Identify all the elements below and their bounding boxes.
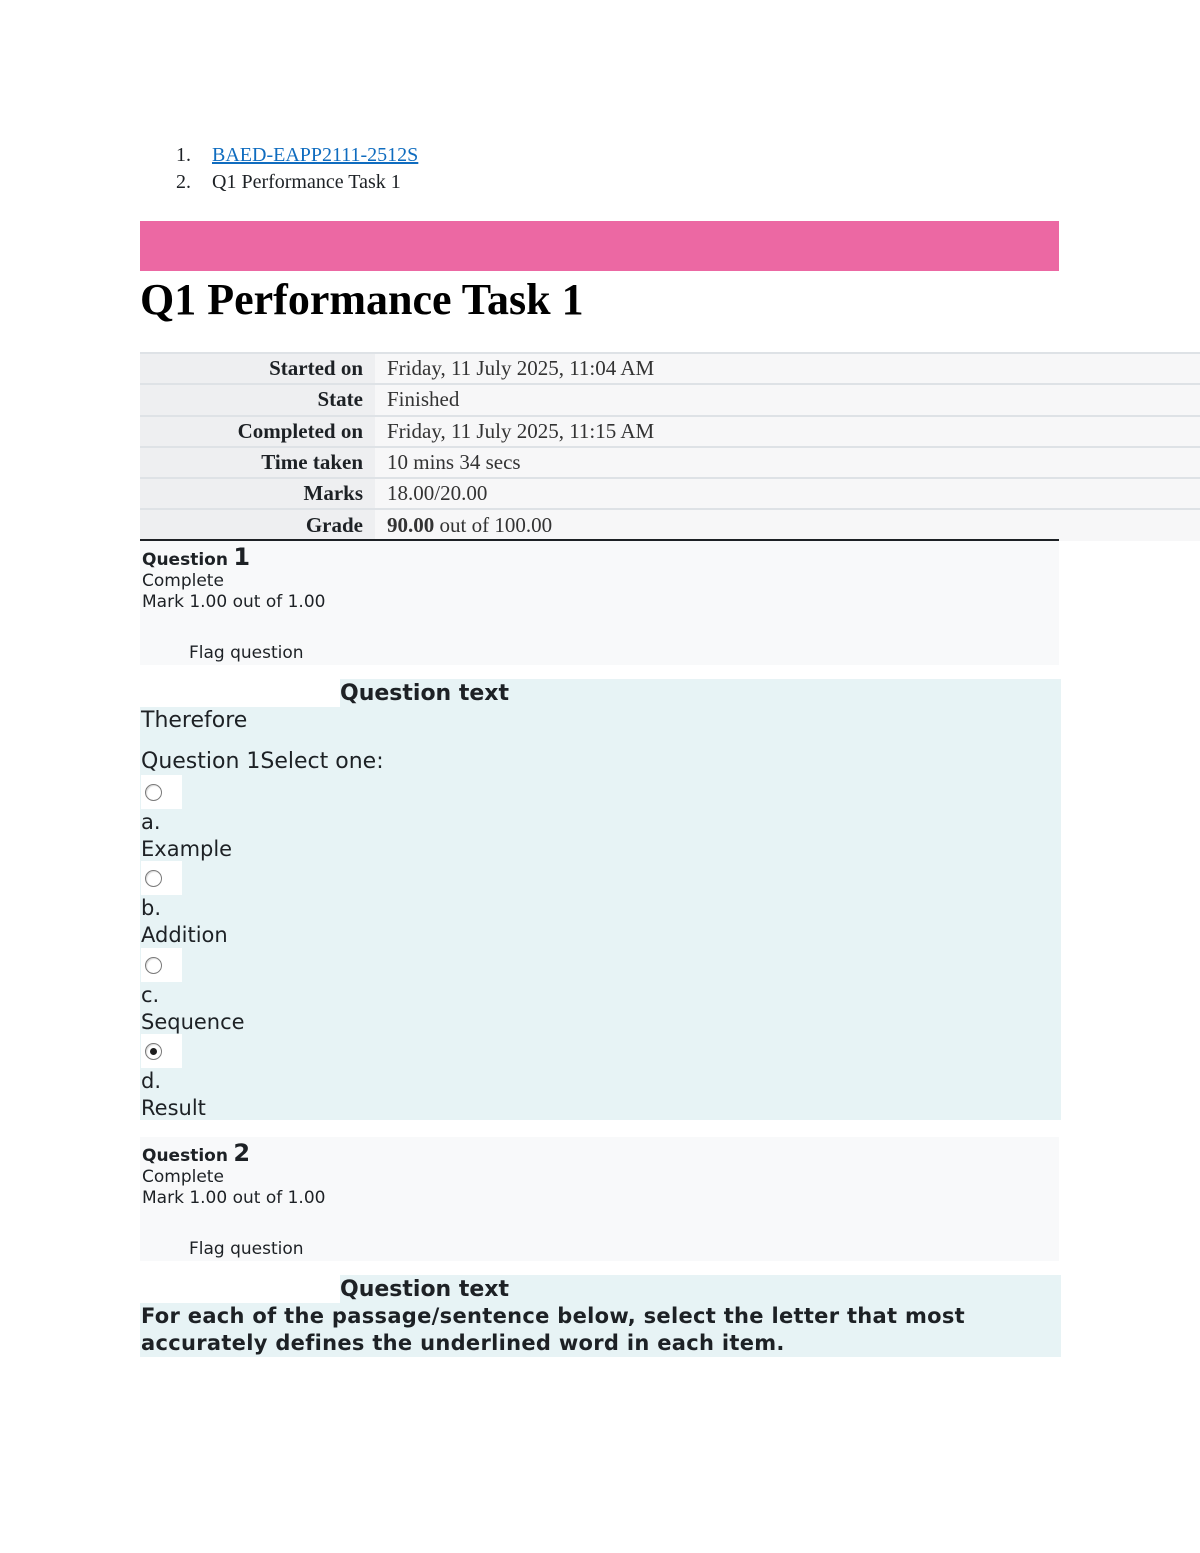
answer-option-d[interactable] bbox=[141, 1034, 441, 1121]
radio-box bbox=[141, 775, 182, 809]
radio-box bbox=[141, 1034, 182, 1068]
summary-row-completed bbox=[140, 416, 1200, 447]
question-2-info bbox=[140, 1137, 1059, 1261]
summary-label: Marks bbox=[140, 478, 375, 509]
summary-row-state bbox=[140, 384, 1200, 415]
breadcrumb-course-link[interactable]: BAED-EAPP2111-2512S bbox=[212, 144, 419, 166]
answer-option-c[interactable] bbox=[141, 948, 441, 1035]
summary-grade-value bbox=[375, 509, 1200, 540]
question-text: Therefore bbox=[141, 708, 248, 733]
heading-spacer bbox=[140, 679, 340, 707]
radio-box bbox=[141, 861, 182, 895]
summary-value: Finished bbox=[375, 384, 1200, 415]
radio-button-selected[interactable] bbox=[145, 1043, 162, 1060]
summary-label: Grade bbox=[140, 509, 375, 540]
breadcrumb bbox=[176, 142, 418, 196]
question-grade: Mark 1.00 out of 1.00 bbox=[142, 592, 326, 612]
breadcrumb-item-quiz bbox=[176, 169, 418, 196]
grade-score: 90.00 bbox=[387, 513, 435, 538]
answer-option-a[interactable] bbox=[141, 775, 441, 862]
flag-question-button[interactable]: Flag question bbox=[189, 643, 304, 663]
question-word: Question bbox=[142, 550, 228, 570]
question-text: For each of the passage/sentence below, select the letter that most accurately defines the underlined word in each item. bbox=[141, 1304, 966, 1355]
summary-label: Completed on bbox=[140, 416, 375, 447]
flag-question-button[interactable]: Flag question bbox=[189, 1239, 304, 1259]
question-2-content bbox=[140, 1275, 1061, 1357]
summary-value: 18.00/20.00 bbox=[375, 478, 1200, 509]
radio-button[interactable] bbox=[145, 957, 162, 974]
answer-letter: b. bbox=[141, 896, 162, 920]
summary-label: Started on bbox=[140, 353, 375, 384]
answer-option-b[interactable] bbox=[141, 861, 441, 948]
summary-value: Friday, 11 July 2025, 11:15 AM bbox=[375, 416, 1200, 447]
answer-letter: a. bbox=[141, 810, 161, 834]
question-1-info bbox=[140, 541, 1059, 665]
question-state: Complete bbox=[142, 571, 224, 591]
radio-box bbox=[141, 948, 182, 982]
question-text-heading: Question text bbox=[340, 681, 510, 706]
breadcrumb-item-course bbox=[176, 142, 418, 169]
question-prompt: Question 1Select one: bbox=[141, 749, 384, 774]
breadcrumb-current: Q1 Performance Task 1 bbox=[212, 171, 401, 193]
question-grade: Mark 1.00 out of 1.00 bbox=[142, 1188, 326, 1208]
question-state: Complete bbox=[142, 1167, 224, 1187]
answer-text: Addition bbox=[141, 923, 228, 947]
breadcrumb-number: 2. bbox=[176, 171, 191, 193]
summary-label: Time taken bbox=[140, 447, 375, 478]
heading-spacer bbox=[140, 1275, 340, 1303]
question-number-value: 1 bbox=[233, 543, 251, 571]
question-1-content bbox=[140, 679, 1061, 1120]
answer-text: Sequence bbox=[141, 1010, 245, 1034]
summary-row-grade bbox=[140, 509, 1200, 540]
answer-text: Result bbox=[141, 1096, 206, 1120]
page-banner bbox=[140, 221, 1059, 271]
grade-out-of: out of 100.00 bbox=[434, 513, 553, 538]
answer-letter: d. bbox=[141, 1069, 162, 1093]
answer-text: Example bbox=[141, 837, 233, 861]
answer-letter: c. bbox=[141, 983, 160, 1007]
attempt-summary-table bbox=[140, 352, 1200, 541]
radio-button[interactable] bbox=[145, 784, 162, 801]
summary-row-time-taken bbox=[140, 447, 1200, 478]
radio-button[interactable] bbox=[145, 870, 162, 887]
summary-value: Friday, 11 July 2025, 11:04 AM bbox=[375, 353, 1200, 384]
summary-label: State bbox=[140, 384, 375, 415]
question-number-value: 2 bbox=[233, 1139, 251, 1167]
summary-value: 10 mins 34 secs bbox=[375, 447, 1200, 478]
question-text-heading: Question text bbox=[340, 1277, 510, 1302]
summary-row-marks bbox=[140, 478, 1200, 509]
breadcrumb-number: 1. bbox=[176, 144, 191, 166]
page-title: Q1 Performance Task 1 bbox=[140, 275, 584, 324]
question-word: Question bbox=[142, 1146, 228, 1166]
summary-row-started bbox=[140, 353, 1200, 384]
